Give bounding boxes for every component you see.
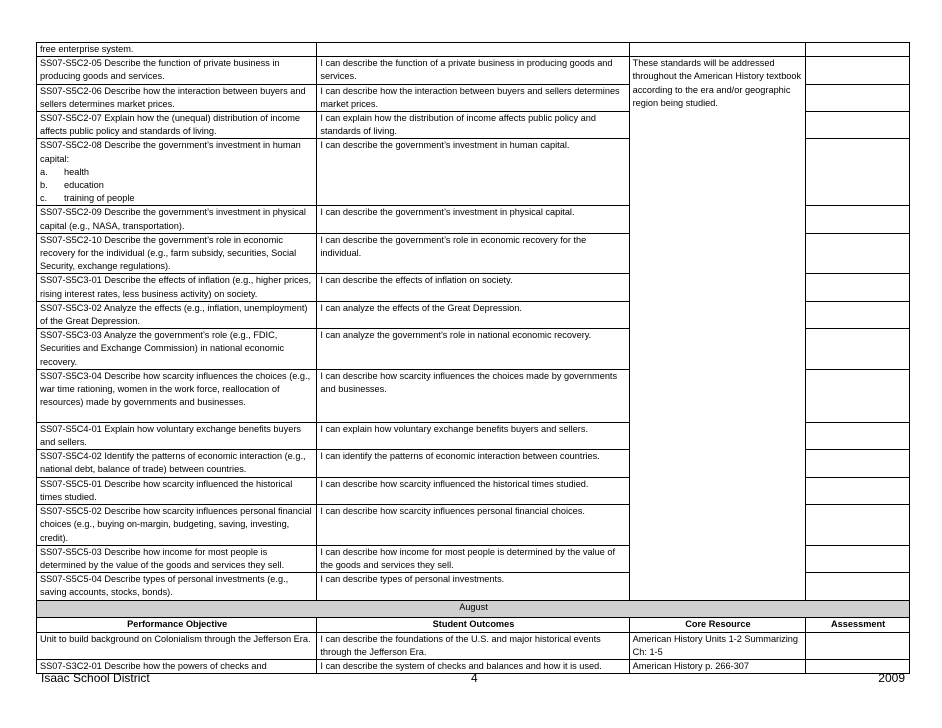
objective-cell: SS07-S3C2-01 Describe how the powers of checks and: [37, 659, 317, 673]
list-marker: b.: [40, 180, 48, 191]
outcome-cell: I can describe the government’s role in economic recovery for the individual.: [317, 233, 629, 274]
outcome-cell: I can describe the government’s investment in physical capital.: [317, 206, 629, 233]
table-row: [37, 632, 910, 659]
list-item: [40, 166, 314, 179]
assessment-cell: [806, 632, 910, 659]
assessment-cell: [806, 422, 910, 449]
outcome-cell: I can describe the function of a private business in producing goods and services.: [317, 57, 629, 84]
objective-cell: SS07-S5C2-09 Describe the government’s investment in physical capital (e.g., NASA, transportation).: [37, 206, 317, 233]
outcome-cell: I can describe how scarcity influences personal financial choices.: [317, 505, 629, 546]
outcome-cell: I can analyze the effects of the Great Depression.: [317, 301, 629, 328]
assessment-cell: [806, 43, 910, 57]
objective-cell: SS07-S5C3-04 Describe how scarcity influences the choices (e.g., war time rationing, women in the work force, reallocation of resources) made by governments and businesses.: [37, 369, 317, 422]
objective-cell: SS07-S5C3-03 Analyze the government’s role (e.g., FDIC, Securities and Exchange Commission) in national economic recovery.: [37, 329, 317, 370]
objective-cell: SS07-S5C5-03 Describe how income for most people is determined by the value of the goods and services they sell.: [37, 545, 317, 572]
objective-cell: SS07-S5C2-07 Explain how the (unequal) distribution of income affects public policy and standards of living.: [37, 112, 317, 139]
header-assessment: Assessment: [806, 617, 910, 632]
outcome-cell: [317, 43, 629, 57]
footer-year: 2009: [878, 671, 905, 685]
header-row: [37, 617, 910, 632]
assessment-cell: [806, 573, 910, 600]
assessment-cell: [806, 139, 910, 206]
objective-cell: SS07-S5C2-10 Describe the government’s role in economic recovery for the individual (e.g., farm subsidy, securities, Social Security, exchange regulations).: [37, 233, 317, 274]
resource-note-cell: These standards will be addressed throughout the American History textbook according to the era and/or geographic region being studied.: [629, 57, 806, 600]
outcome-cell: I can describe the system of checks and balances and how it is used.: [317, 659, 629, 673]
assessment-cell: [806, 450, 910, 477]
month-banner: August: [37, 600, 910, 617]
objective-cell: [37, 139, 317, 206]
assessment-cell: [806, 84, 910, 111]
objective-text: SS07-S5C2-08 Describe the government’s investment in human capital:: [40, 140, 301, 164]
assessment-cell: [806, 274, 910, 301]
list-item-text: health: [64, 166, 90, 177]
footer-page-number: 4: [471, 671, 478, 685]
list-item-text: training of people: [64, 193, 135, 204]
header-objective: Performance Objective: [37, 617, 317, 632]
outcome-cell: I can analyze the government’s role in national economic recovery.: [317, 329, 629, 370]
objective-cell: SS07-S5C5-01 Describe how scarcity influenced the historical times studied.: [37, 477, 317, 504]
list-marker: a.: [40, 166, 48, 177]
assessment-cell: [806, 329, 910, 370]
table-row: [37, 57, 910, 84]
assessment-cell: [806, 477, 910, 504]
assessment-cell: [806, 369, 910, 422]
outcome-cell: I can describe how scarcity influenced the historical times studied.: [317, 477, 629, 504]
resource-cell: American History p. 266-307: [629, 659, 806, 673]
resource-cell: [629, 43, 806, 57]
assessment-cell: [806, 57, 910, 84]
month-row: [37, 600, 910, 617]
assessment-cell: [806, 206, 910, 233]
header-student-outcomes: Student Outcomes: [317, 617, 629, 632]
list-marker: c.: [40, 193, 48, 204]
resource-cell: American History Units 1-2 Summarizing Ch: 1-5: [629, 632, 806, 659]
list-item-text: education: [64, 180, 104, 191]
objective-cell: SS07-S5C2-06 Describe how the interaction between buyers and sellers determines market prices.: [37, 84, 317, 111]
objective-cell: SS07-S5C4-01 Explain how voluntary exchange benefits buyers and sellers.: [37, 422, 317, 449]
outcome-cell: I can describe how income for most people is determined by the value of the goods and services they sell.: [317, 545, 629, 572]
table-row: [37, 43, 910, 57]
outcome-cell: I can describe how the interaction between buyers and sellers determines market prices.: [317, 84, 629, 111]
objective-cell: SS07-S5C5-04 Describe types of personal investments (e.g., saving accounts, stocks, bonds).: [37, 573, 317, 600]
objective-cell: SS07-S5C4-02 Identify the patterns of economic interaction (e.g., national debt, balance of trade) between countries.: [37, 450, 317, 477]
assessment-cell: [806, 545, 910, 572]
list-item: [40, 192, 314, 205]
outcome-cell: I can describe the foundations of the U.S. and major historical events through the Jefferson Era.: [317, 632, 629, 659]
outcome-cell: I can describe the effects of inflation on society.: [317, 274, 629, 301]
assessment-cell: [806, 505, 910, 546]
objective-cell: SS07-S5C3-01 Describe the effects of inflation (e.g., higher prices, rising interest rates, less business activity) on society.: [37, 274, 317, 301]
footer-district: Isaac School District: [41, 671, 150, 685]
header-core-resource: Core Resource: [629, 617, 806, 632]
outcome-cell: I can identify the patterns of economic interaction between countries.: [317, 450, 629, 477]
objective-cell: free enterprise system.: [37, 43, 317, 57]
assessment-cell: [806, 301, 910, 328]
outcome-cell: I can describe types of personal investments.: [317, 573, 629, 600]
objective-cell: Unit to build background on Colonialism through the Jefferson Era.: [37, 632, 317, 659]
outcome-cell: I can describe how scarcity influences the choices made by governments and businesses.: [317, 369, 629, 422]
objective-cell: SS07-S5C5-02 Describe how scarcity influences personal financial choices (e.g., buying on-margin, budgeting, saving, investing, credit).: [37, 505, 317, 546]
objective-cell: SS07-S5C2-05 Describe the function of private business in producing goods and services.: [37, 57, 317, 84]
assessment-cell: [806, 233, 910, 274]
outcome-cell: I can explain how the distribution of income affects public policy and standards of living.: [317, 112, 629, 139]
outcome-cell: I can describe the government’s investment in human capital.: [317, 139, 629, 206]
assessment-cell: [806, 112, 910, 139]
curriculum-table: [36, 42, 910, 674]
objective-cell: SS07-S5C3-02 Analyze the effects (e.g., inflation, unemployment) of the Great Depression.: [37, 301, 317, 328]
outcome-cell: I can explain how voluntary exchange benefits buyers and sellers.: [317, 422, 629, 449]
list-item: [40, 179, 314, 192]
